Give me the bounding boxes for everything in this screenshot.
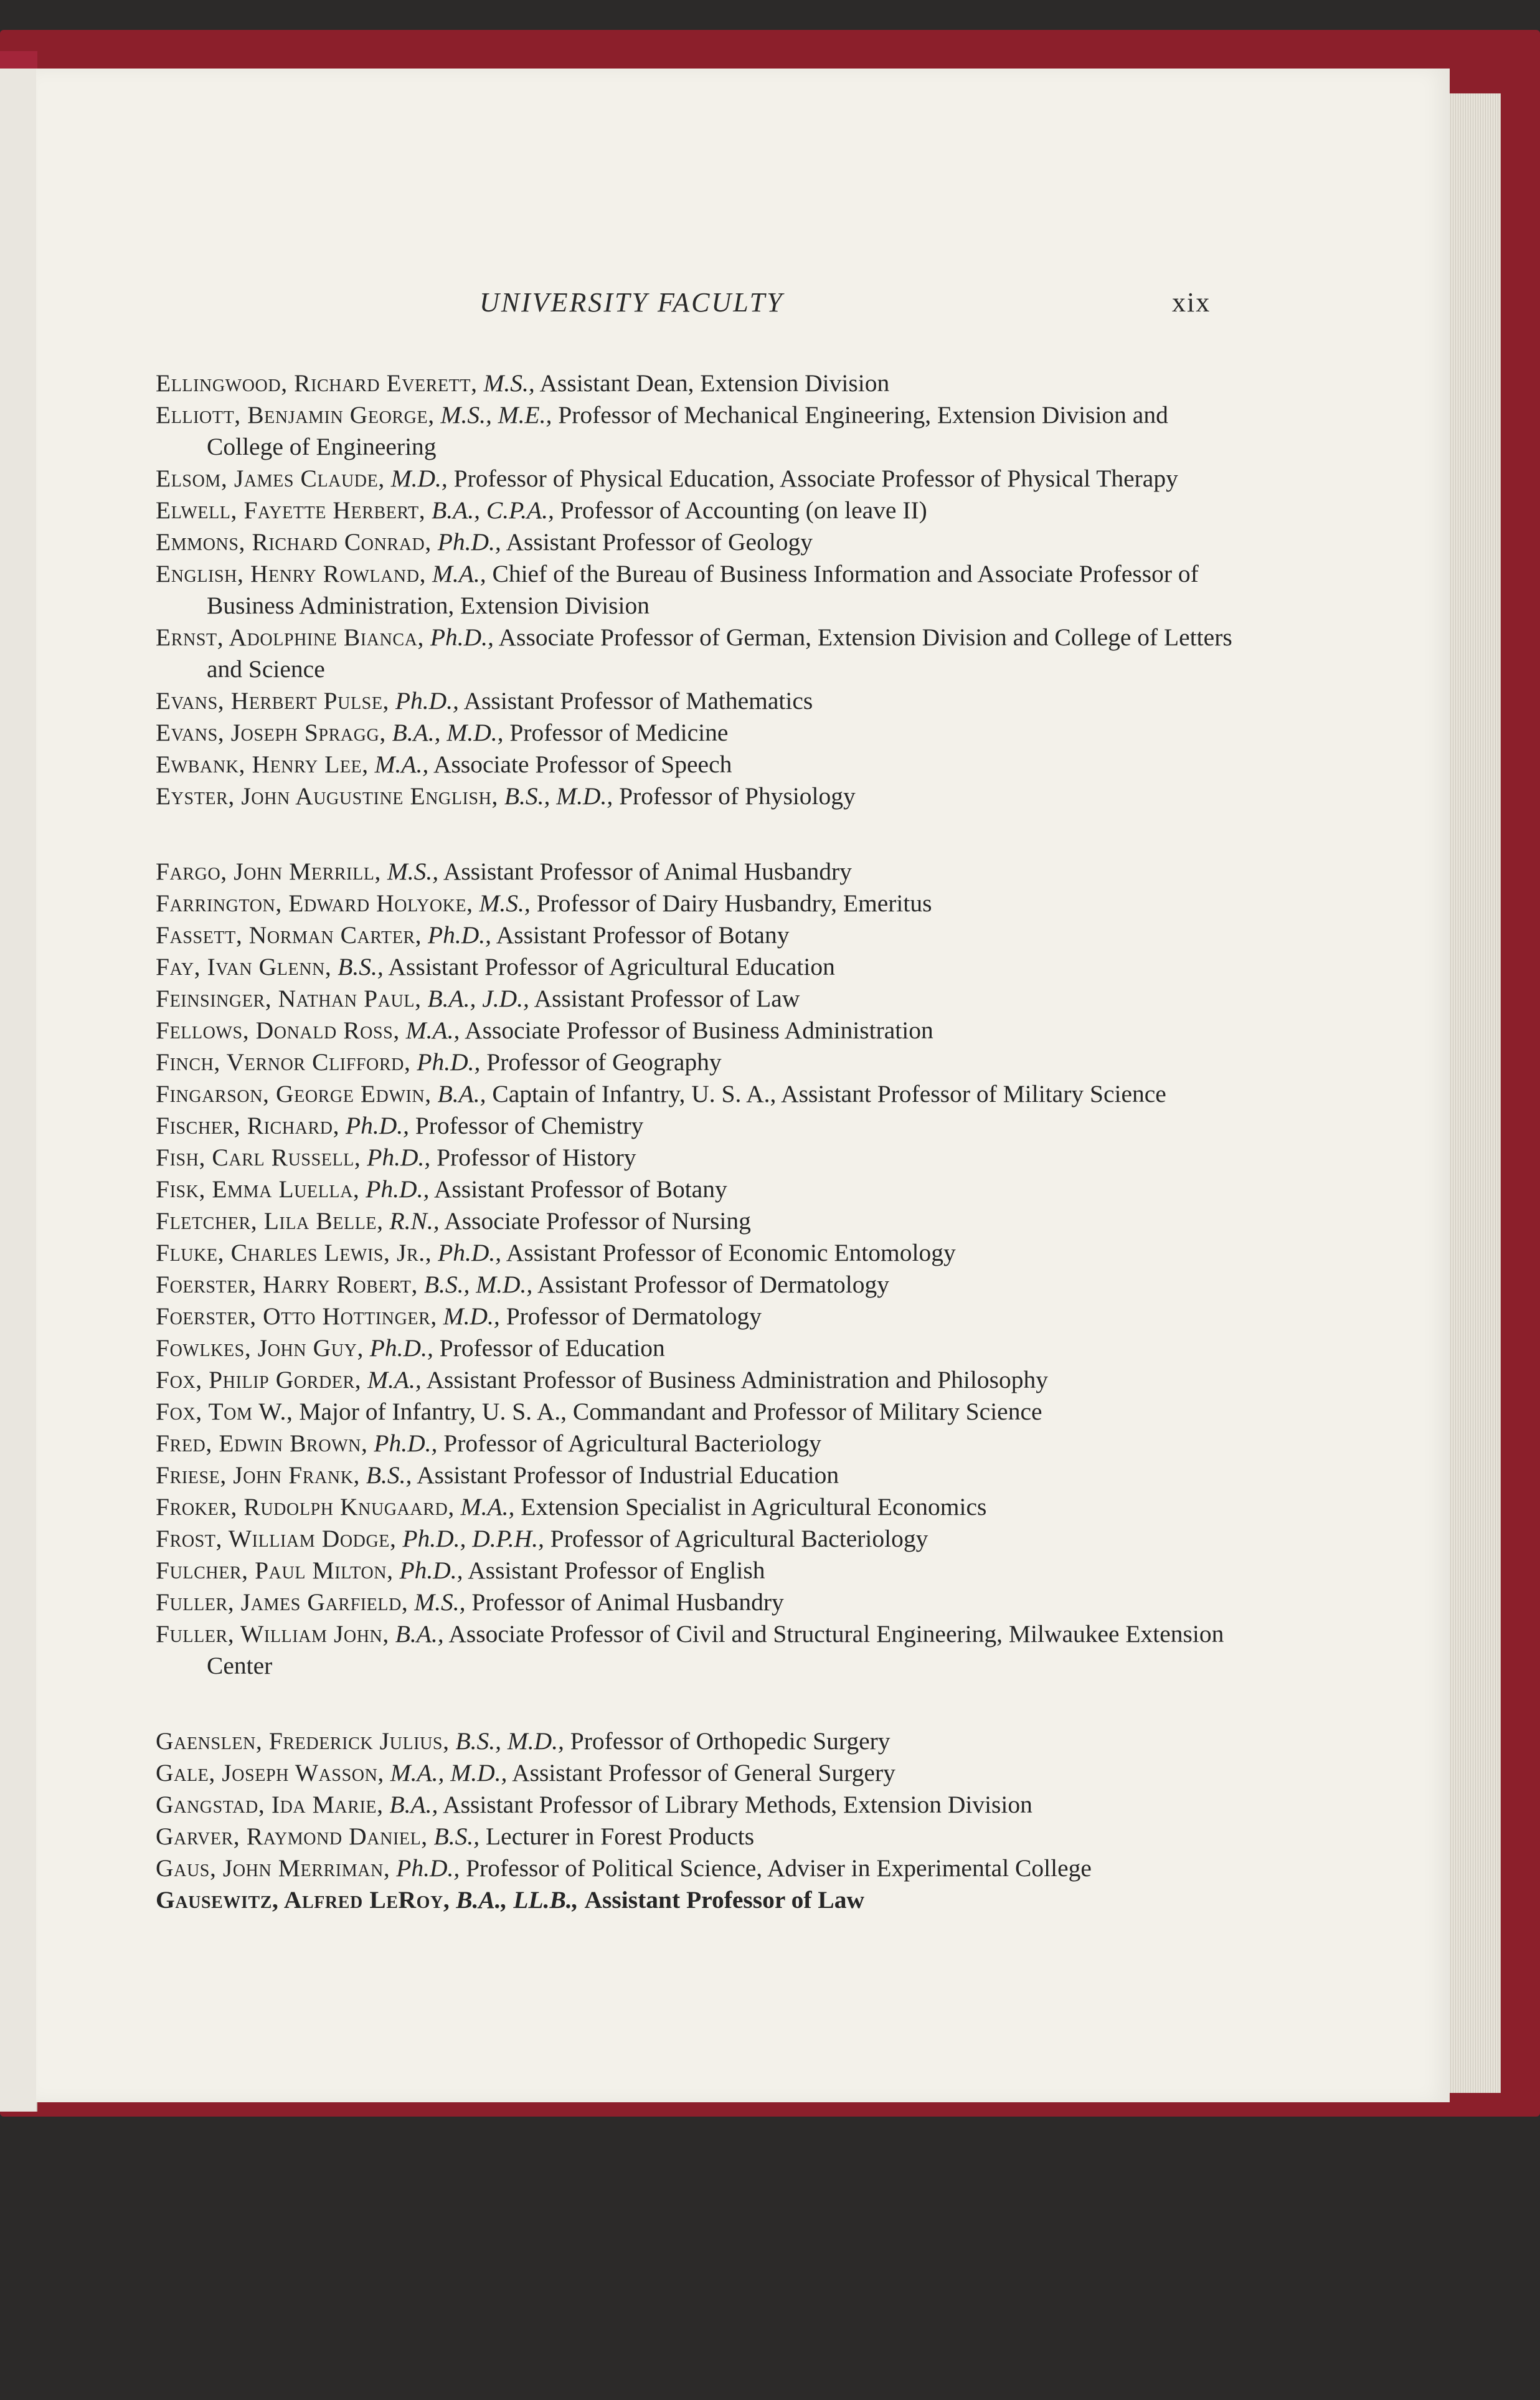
faculty-degrees: M.A., (374, 751, 429, 778)
faculty-entry (156, 919, 1233, 951)
faculty-entry (156, 1852, 1233, 1884)
facing-page-edge (0, 69, 37, 2112)
faculty-degrees: B.A., (437, 1080, 486, 1108)
faculty-name: Gale, Joseph Wasson, (156, 1759, 384, 1786)
faculty-title: Assistant Professor of General Surgery (512, 1759, 895, 1786)
section-gap (156, 812, 1233, 856)
faculty-name: Ernst, Adolphine Bianca, (156, 624, 424, 651)
faculty-degrees: B.S., M.D., (504, 782, 613, 810)
faculty-entry (156, 1046, 1233, 1078)
faculty-degrees: B.A., (395, 1620, 444, 1648)
faculty-title: Professor of Dermatology (506, 1302, 762, 1330)
faculty-degrees: Ph.D., (437, 528, 501, 556)
faculty-name: Fellows, Donald Ross, (156, 1017, 400, 1044)
faculty-name: Feinsinger, Nathan Paul, (156, 985, 422, 1012)
faculty-degrees: B.A., (389, 1791, 438, 1818)
faculty-title: Major of Infantry, U. S. A., Commandant and Professor of Military Science (299, 1398, 1042, 1425)
faculty-degrees: Ph.D., (395, 687, 459, 714)
faculty-title: Extension Specialist in Agricultural Economics (521, 1493, 987, 1520)
faculty-entry (156, 1587, 1233, 1618)
faculty-entry (156, 856, 1233, 888)
faculty-entry (156, 951, 1233, 983)
faculty-degrees: M.A., M.D., (390, 1759, 508, 1786)
faculty-title: Professor of Medicine (509, 719, 729, 746)
faculty-degrees: Ph.D., (430, 624, 494, 651)
faculty-entry (156, 1459, 1233, 1491)
faculty-name: Fassett, Norman Carter, (156, 921, 422, 949)
faculty-name: Emmons, Richard Conrad, (156, 528, 432, 556)
faculty-entry (156, 888, 1233, 919)
faculty-name: Gaenslen, Frederick Julius, (156, 1727, 450, 1755)
faculty-entry (156, 1618, 1233, 1682)
faculty-degrees: M.D., (390, 465, 448, 492)
faculty-name: Ewbank, Henry Lee, (156, 751, 369, 778)
faculty-title: Assistant Professor of Animal Husbandry (443, 858, 852, 885)
faculty-name: Fred, Edwin Brown, (156, 1430, 368, 1457)
faculty-degrees: Ph.D., D.P.H., (402, 1525, 544, 1552)
faculty-name: Elwell, Fayette Herbert, (156, 496, 426, 524)
faculty-name: Fox, Philip Gorder, (156, 1366, 362, 1393)
faculty-title: Professor of Accounting (on leave II) (560, 496, 927, 524)
faculty-degrees: M.S., (483, 369, 535, 397)
faculty-name: Fox, Tom W., (156, 1398, 293, 1425)
faculty-title: Assistant Professor of Botany (434, 1175, 727, 1203)
faculty-entry (156, 717, 1233, 749)
faculty-title: Assistant Professor of English (468, 1557, 765, 1584)
page-number: xix (1172, 287, 1211, 318)
faculty-entry (156, 1269, 1233, 1301)
faculty-degrees: M.A., (460, 1493, 515, 1520)
faculty-title: Professor of Animal Husbandry (471, 1588, 784, 1616)
faculty-title: Assistant Professor of Industrial Education (417, 1461, 839, 1489)
faculty-degrees: M.A., (432, 560, 486, 587)
faculty-entry (156, 1015, 1233, 1046)
faculty-name: Foerster, Otto Hottinger, (156, 1302, 437, 1330)
faculty-degrees: M.A., (405, 1017, 460, 1044)
faculty-name: Fischer, Richard, (156, 1112, 340, 1139)
faculty-degrees: B.S., M.D., (455, 1727, 564, 1755)
section-gap (156, 1682, 1233, 1725)
faculty-degrees: Ph.D., (369, 1334, 433, 1362)
faculty-name: Evans, Herbert Pulse, (156, 687, 390, 714)
faculty-degrees: B.A., C.P.A., (432, 496, 554, 524)
faculty-degrees: Ph.D., (417, 1048, 481, 1076)
faculty-entry (156, 558, 1233, 622)
faculty-name: Fisk, Emma Luella, (156, 1175, 360, 1203)
faculty-name: Farrington, Edward Holyoke, (156, 889, 473, 917)
faculty-title: Professor of Chemistry (415, 1112, 644, 1139)
faculty-entry (156, 399, 1233, 463)
faculty-list (156, 368, 1233, 1916)
faculty-entry (156, 749, 1233, 780)
faculty-title: Assistant Professor of Economic Entomology (506, 1239, 956, 1266)
faculty-title: Professor of Mechanical Engineering, Extension Division and College of Engineering (207, 401, 1168, 460)
faculty-title: Professor of Agricultural Bacteriology (550, 1525, 928, 1552)
faculty-title: Assistant Professor of Law (584, 1886, 865, 1914)
faculty-entry (156, 495, 1233, 526)
faculty-entry (156, 463, 1233, 495)
faculty-title: Assistant Professor of Library Methods, Extension Division (443, 1791, 1032, 1818)
faculty-degrees: M.A., (367, 1366, 422, 1393)
faculty-name: Fuller, James Garfield, (156, 1588, 409, 1616)
faculty-name: Fargo, John Merrill, (156, 858, 381, 885)
faculty-entry (156, 1142, 1233, 1174)
faculty-name: Gangstad, Ida Marie, (156, 1791, 384, 1818)
faculty-title: Captain of Infantry, U. S. A., Assistant Professor of Military Science (492, 1080, 1166, 1108)
faculty-title: Lecturer in Forest Products (486, 1823, 755, 1850)
faculty-entry (156, 1884, 1233, 1916)
faculty-entry (156, 1821, 1233, 1852)
faculty-name: Fletcher, Lila Belle, (156, 1207, 384, 1235)
page-header-title: UNIVERSITY FACULTY (479, 287, 784, 318)
faculty-name: Fish, Carl Russell, (156, 1144, 361, 1171)
faculty-title: Chief of the Bureau of Business Information and Associate Professor of Business Administration, Extension Division (207, 560, 1199, 619)
faculty-entry (156, 1555, 1233, 1587)
faculty-degrees: Ph.D., (396, 1854, 460, 1882)
faculty-title: Assistant Professor of Law (534, 985, 800, 1012)
faculty-degrees: Ph.D., (374, 1430, 438, 1457)
faculty-degrees: M.S., (479, 889, 531, 917)
faculty-title: Professor of Agricultural Bacteriology (443, 1430, 821, 1457)
faculty-degrees: M.S., (414, 1588, 466, 1616)
running-head (0, 287, 1538, 330)
faculty-title: Professor of Dairy Husbandry, Emeritus (536, 889, 932, 917)
faculty-name: Foerster, Harry Robert, (156, 1271, 418, 1298)
faculty-name: Garver, Raymond Daniel, (156, 1823, 428, 1850)
faculty-degrees: M.D., (443, 1302, 500, 1330)
faculty-name: English, Henry Rowland, (156, 560, 427, 587)
faculty-entry (156, 780, 1233, 812)
faculty-entry (156, 1174, 1233, 1205)
faculty-entry (156, 1789, 1233, 1821)
faculty-title: Professor of Physical Education, Associate Professor of Physical Therapy (453, 465, 1178, 492)
faculty-name: Evans, Joseph Spragg, (156, 719, 386, 746)
faculty-title: Professor of Geography (486, 1048, 722, 1076)
faculty-name: Gausewitz, Alfred LeRoy, (156, 1886, 450, 1914)
faculty-title: Assistant Professor of Agricultural Education (388, 953, 835, 980)
faculty-degrees: B.A., LL.B., (456, 1886, 579, 1914)
faculty-title: Professor of Education (439, 1334, 665, 1362)
faculty-entry (156, 1725, 1233, 1757)
faculty-title: Associate Professor of German, Extension Division and College of Letters and Science (207, 624, 1232, 683)
faculty-name: Elliott, Benjamin George, (156, 401, 435, 429)
faculty-entry (156, 1364, 1233, 1396)
faculty-degrees: B.S., (338, 953, 384, 980)
faculty-degrees: Ph.D., (366, 1175, 430, 1203)
faculty-entry (156, 526, 1233, 558)
faculty-name: Fingarson, George Edwin, (156, 1080, 432, 1108)
faculty-entry (156, 368, 1233, 399)
faculty-degrees: Ph.D., (428, 921, 492, 949)
faculty-entry (156, 1078, 1233, 1110)
faculty-name: Fulcher, Paul Milton, (156, 1557, 394, 1584)
faculty-title: Assistant Professor of Geology (506, 528, 813, 556)
faculty-degrees: Ph.D., (345, 1112, 409, 1139)
faculty-title: Assistant Professor of Botany (496, 921, 790, 949)
faculty-entry (156, 1491, 1233, 1523)
faculty-name: Fowlkes, John Guy, (156, 1334, 364, 1362)
faculty-name: Froker, Rudolph Knugaard, (156, 1493, 455, 1520)
faculty-name: Frost, William Dodge, (156, 1525, 397, 1552)
faculty-degrees: M.S., M.E., (440, 401, 552, 429)
faculty-title: Associate Professor of Civil and Structural Engineering, Milwaukee Extension Center (207, 1620, 1224, 1679)
faculty-name: Fay, Ivan Glenn, (156, 953, 332, 980)
faculty-degrees: B.S., (433, 1823, 480, 1850)
faculty-entry (156, 1110, 1233, 1142)
faculty-degrees: B.S., (366, 1461, 412, 1489)
faculty-degrees: M.S., (387, 858, 439, 885)
faculty-name: Friese, John Frank, (156, 1461, 360, 1489)
faculty-title: Professor of Physiology (619, 782, 856, 810)
faculty-name: Eyster, John Augustine English, (156, 782, 498, 810)
faculty-degrees: Ph.D., (367, 1144, 431, 1171)
faculty-title: Associate Professor of Business Administration (465, 1017, 933, 1044)
faculty-entry (156, 1205, 1233, 1237)
faculty-name: Fuller, William John, (156, 1620, 389, 1648)
faculty-entry (156, 1237, 1233, 1269)
faculty-title: Professor of Political Science, Adviser in Experimental College (466, 1854, 1092, 1882)
faculty-entry (156, 622, 1233, 685)
faculty-degrees: B.A., M.D., (392, 719, 504, 746)
faculty-degrees: B.S., M.D., (423, 1271, 533, 1298)
faculty-entry (156, 1523, 1233, 1555)
faculty-name: Gaus, John Merriman, (156, 1854, 390, 1882)
faculty-degrees: B.A., J.D., (427, 985, 529, 1012)
faculty-entry (156, 1396, 1233, 1428)
faculty-title: Professor of Orthopedic Surgery (570, 1727, 890, 1755)
faculty-degrees: Ph.D., (399, 1557, 463, 1584)
faculty-entry (156, 983, 1233, 1015)
faculty-name: Fluke, Charles Lewis, Jr., (156, 1239, 432, 1266)
faculty-entry (156, 1757, 1233, 1789)
faculty-name: Ellingwood, Richard Everett, (156, 369, 478, 397)
faculty-title: Assistant Professor of Business Administration and Philosophy (426, 1366, 1048, 1393)
faculty-title: Associate Professor of Nursing (444, 1207, 751, 1235)
faculty-entry (156, 1428, 1233, 1459)
faculty-name: Elsom, James Claude, (156, 465, 385, 492)
faculty-title: Assistant Professor of Mathematics (463, 687, 813, 714)
faculty-entry (156, 1301, 1233, 1332)
faculty-entry (156, 1332, 1233, 1364)
faculty-degrees: R.N., (389, 1207, 440, 1235)
faculty-title: Assistant Dean, Extension Division (539, 369, 890, 397)
faculty-degrees: Ph.D., (438, 1239, 502, 1266)
faculty-name: Finch, Vernor Clifford, (156, 1048, 411, 1076)
faculty-title: Associate Professor of Speech (433, 751, 732, 778)
faculty-title: Assistant Professor of Dermatology (537, 1271, 889, 1298)
faculty-title: Professor of History (437, 1144, 636, 1171)
faculty-entry (156, 685, 1233, 717)
